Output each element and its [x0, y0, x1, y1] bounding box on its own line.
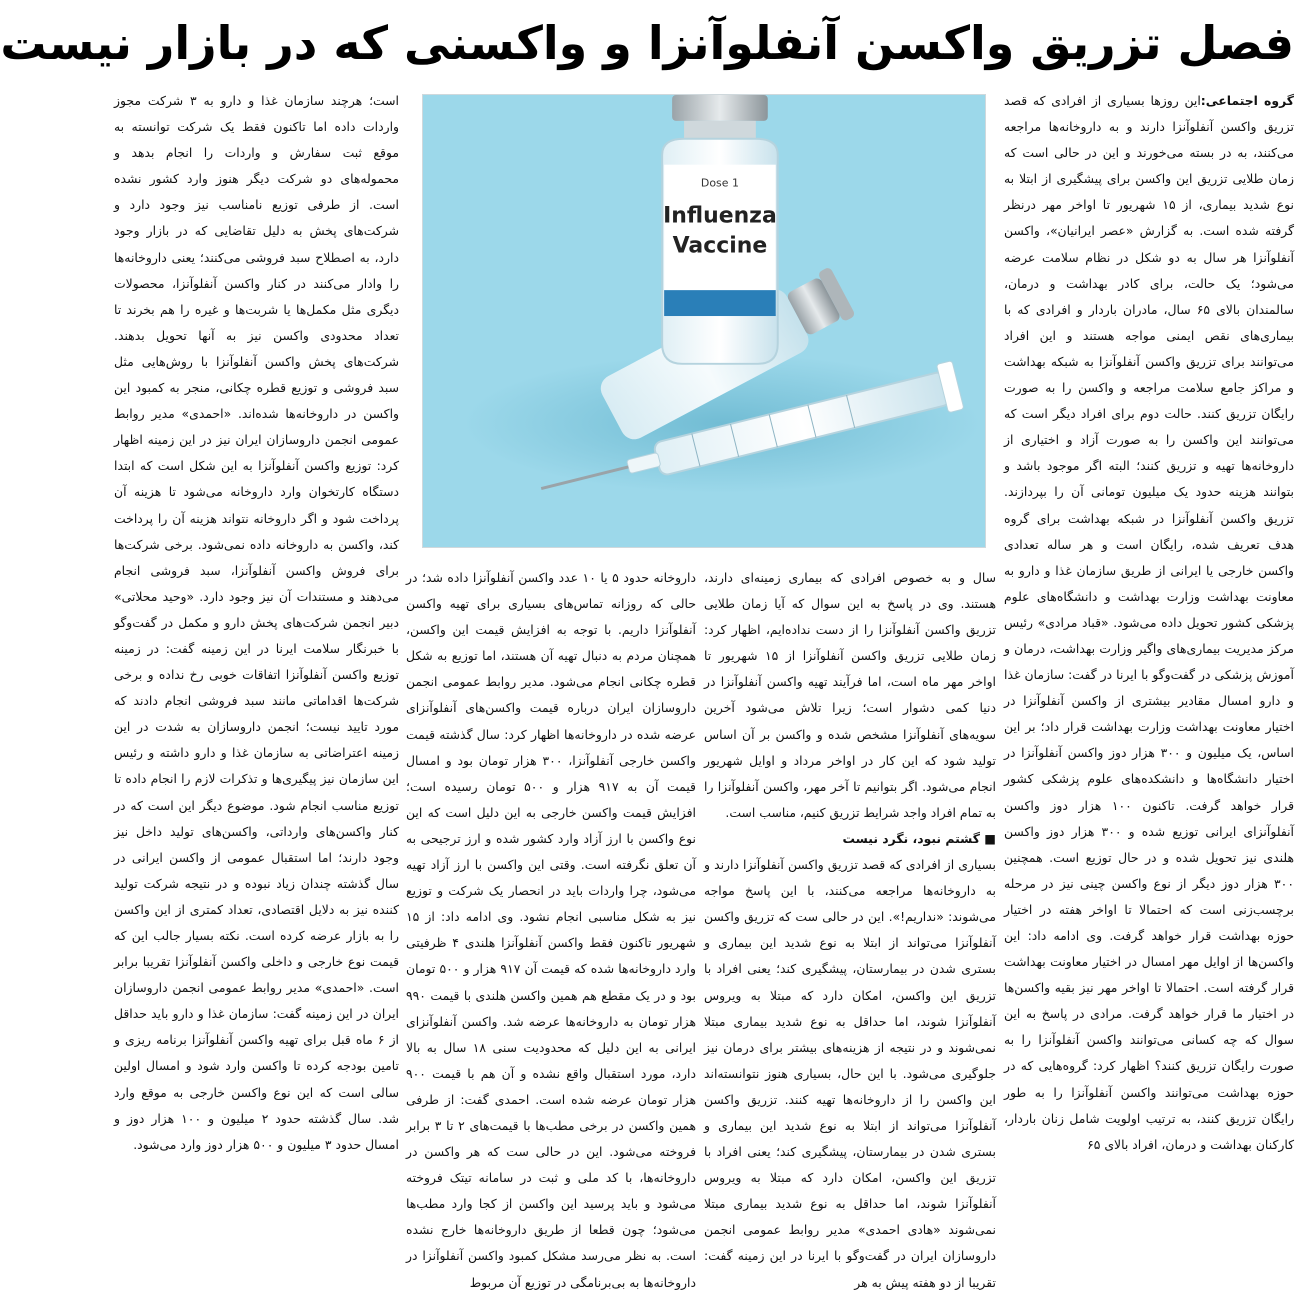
column-1-text — [1004, 88, 1294, 1158]
column-2-para-1: سال و به خصوص افرادی که بیماری زمینه‌ای دارند، هستند. وی در پاسخ به این سوال که آیا زمان طلایی تزریق واکسن آنفلوآنزا را از دست نداده‌ایم، اظهار کرد: زمان طلایی تزریق واکسن آنفلوآنزا از ۱۵ شهریور تا اواخر مهر ماه است، اما فرآیند تهیه واکسن آنفلوآنزا در دنیا کمی دشوار است؛ زیرا تلاش می‌شود آخرین سویه‌های آنفلوآنزا مشخص شده و واکسن بر آن اساس تولید شود که این کار در اواخر مرداد و اوایل شهریور انجام می‌شود. اگر بتوانیم تا آخر مهر، واکسن آنفلوآنزا را به تمام افراد واجد شرایط تزریق کنیم، مناسب است. — [704, 570, 996, 820]
article-column-4 — [114, 88, 399, 1186]
column-4-text: است؛ هرچند سازمان غذا و دارو به ۳ شرکت مجوز واردات داده اما تاکنون فقط یک شرکت توانسته به موقع ثبت سفارش و واردات را انجام بدهد و محموله‌های دو شرکت دیگر هنوز وارد کشور نشده است. از طرفی توزیع نامناسب نیز وجود دارد و شرکت‌های پخش به دلیل تقاضایی که در بازار وجود دارد، به اصطلاح سبد فروشی می‌کنند؛ یعنی داروخانه‌ها را وادار می‌کنند در کنار واکسن آنفلوآنزا، محصولات دیگری مثل مکمل‌ها یا شربت‌ها و غیره را هم بخرند تا تعداد محدودی واکسن نیز به آنها تحویل بدهند. شرکت‌های پخش واکسن آنفلوآنزا با روش‌هایی مثل سبد فروشی و توزیع قطره چکانی، منجر به کمبود این واکسن در داروخانه‌ها شده‌اند. «احمدی» مدیر روابط عمومی انجمن داروسازان ایران نیز در این زمینه اظهار کرد: توزیع واکسن آنفلوآنزا به این شکل است که ابتدا دستگاه کارتخوان وارد داروخانه می‌شود تا هزینه آن پرداخت شود و اگر داروخانه نتواند هزینه آن را پرداخت کند، واکسن به داروخانه داده نمی‌شود. برخی شرکت‌ها برای فروش واکسن آنفلوآنزا، سبد فروشی انجام می‌دهند و مستندات آن نیز وجود دارد. «وحید محلاتی» دبیر انجمن شرکت‌های پخش دارو و مکمل در گفت‌وگو با خبرنگار سلامت ایرنا در این زمینه گفت: در زمینه توزیع واکسن آنفلوآنزا اتفاقات خوبی رخ نداده و برخی شرکت‌ها اقداماتی مانند سبد فروشی انجام دادند که مورد تایید نیست؛ انجمن داروسازان به شدت در این زمینه اعتراضاتی به سازمان غذا و دارو داشته و رئیس این سازمان نیز پیگیری‌ها و تذکرات لازم را انجام داده تا توزیع مناسب انجام شود. موضوع دیگر این است که در کنار واکسن‌های وارداتی، واکسن‌های تولید داخل نیز وجود دارند؛ اما استقبال عمومی از واکسن ایرانی در سال گذشته چندان زیاد نبوده و در نتیجه شرکت تولید کننده نیز به دلایل اقتصادی، تعداد کمتری از این واکسن را به بازار عرضه کرده است. نکته بسیار جالب این که قیمت نوع خارجی و داخلی واکسن آنفلوآنزا تقریبا برابر است. «احمدی» مدیر روابط عمومی انجمن داروسازان ایران در این زمینه گفت: سازمان غذا و دارو باید حداقل از ۶ ماه قبل برای تهیه واکسن آنفلوآنزا برنامه ریزی و تامین بودجه کرده تا واکسن وارد شود و امسال اولین سالی است که این نوع واکسن خارجی به موقع وارد شد. سال گذشته حدود ۲ میلیون و ۱۰۰ هزار دوز و امسال حدود ۳ میلیون و ۵۰۰ هزار دوز وارد می‌شود. — [114, 93, 400, 1152]
section-lead: گروه اجتماعی: — [1200, 93, 1294, 108]
column-3-text: داروخانه حدود ۵ یا ۱۰ عدد واکسن آنفلوآنزا داده شد؛ در حالی که روزانه تماس‌های بسیاری برای تهیه واکسن آنفلوآنزا داریم. با توجه به افزایش قیمت این واکسن، همچنان مردم به دنبال تهیه آن هستند، اما توزیع به شکل قطره چکانی انجام می‌شود. مدیر روابط عمومی انجمن داروسازان ایران درباره قیمت واکسن‌های آنفلوآنزای عرضه شده در داروخانه‌ها اظهار کرد: سال گذشته قیمت واکسن خارجی آنفلوآنزا، ۳۰۰ هزار تومان بود و امسال قیمت آن به ۹۱۷ هزار و ۵۰۰ تومان رسیده است؛ افزایش قیمت واکسن خارجی به این دلیل است که این نوع واکسن با ارز آزاد وارد کشور شده و ارز ترجیحی به آن تعلق نگرفته است. وقتی این واکسن با ارز آزاد تهیه می‌شود، چرا واردات باید در انحصار یک شرکت و توزیع نیز به شکل مناسبی انجام نشود. وی ادامه داد: از ۱۵ شهریور تاکنون فقط واکسن آنفلوآنزا هلندی ۴ ظرفیتی وارد داروخانه‌ها شده که قیمت آن ۹۱۷ هزار و ۵۰۰ تومان بود و در یک مقطع هم همین واکسن هلندی با قیمت ۹۹۰ هزار تومان به داروخانه‌ها عرضه شد. واکسن آنفلوآنزای ایرانی به این دلیل که محدودیت سنی ۱۸ سال به بالا دارد، مورد استقبال واقع نشده و آن هم با قیمت ۹۰۰ هزار تومان عرضه شده است. احمدی گفت: از طرفی همین واکسن در برخی مطب‌ها با قیمت‌های ۲ تا ۳ برابر فروخته می‌شود. این در حالی ست که هر واکسن در داروخانه‌ها، با کد ملی و ثبت در سامانه تیتک فروخته می‌شود و باید پرسید این واکسن از کجا وارد مطب‌ها می‌شود؛ چون قطعا از طریق داروخانه‌ها خارج نشده است. به نظر می‌رسد مشکل کمبود واکسن آنفلوآنزا در داروخانه‌ها به بی‌برنامگی در توزیع آن مربوط — [406, 570, 697, 1290]
photo-label-line2: Vaccine — [672, 233, 768, 259]
column-2-para-2: بسیاری از افرادی که قصد تزریق واکسن آنفلوآنزا دارند و به داروخانه‌ها مراجعه می‌کنند، با این پاسخ مواجه می‌شوند: «نداریم!». این در حالی ست که تزریق واکسن آنفلوآنزا می‌تواند از ابتلا به نوع شدید این بیماری و بستری شدن در بیمارستان، پیشگیری کند؛ یعنی افراد با تزریق این واکسن، امکان دارد که مبتلا به ویروس آنفلوآنزا شوند، اما حداقل به نوع شدید بیماری مبتلا نمی‌شوند و در نتیجه از هزینه‌های بیشتر برای درمان نیز جلوگیری می‌شود. با این حال، بسیاری هنوز نتوانسته‌اند این واکسن را از داروخانه‌ها تهیه کنند. تزریق واکسن آنفلوآنزا می‌تواند از ابتلا به نوع شدید این بیماری و بستری شدن در بیمارستان، پیشگیری کند؛ یعنی افراد با تزریق این واکسن، امکان دارد که مبتلا به ویروس آنفلوآنزا شوند، اما حداقل به نوع شدید بیماری مبتلا نمی‌شوند «هادی احمدی» مدیر روابط عمومی انجمن داروسازان ایران در گفت‌وگو با ایرنا در این زمینه گفت: تقریبا از دو هفته پیش به هر — [704, 857, 996, 1290]
vaccine-illustration — [423, 95, 985, 547]
article-column-3 — [406, 565, 697, 1290]
photo-label-line1: Influenza — [663, 203, 777, 229]
article-column-1 — [1004, 88, 1294, 1186]
page-headline: فصل تزریق واکسن آنفلوآنزا و واکسنی که در بازار نیست — [0, 16, 1294, 70]
column-1-body: این روزها بسیاری از افرادی که قصد تزریق واکسن آنفلوآنزا دارند و به داروخانه‌ها مراجعه می‌کنند، به در بسته می‌خورند و این در حالی است که زمان طلایی تزریق این واکسن برای پیشگیری از ابتلا به نوع شدید بیماری، از ۱۵ شهریور تا اواخر مهر درنظر گرفته شده است. به گزارش «عصر ایرانیان»، واکسن آنفلوآنزا هر سال به دو شکل در نظام سلامت عرضه می‌شود؛ یک حالت، برای کادر بهداشت و درمان، سالمندان بالای ۶۵ سال، مادران باردار و افرادی که با بیماری‌های نقص ایمنی مواجه هستند و این افراد می‌توانند برای تزریق واکسن آنفلوآنزا به شبکه بهداشت و مراکز جامع سلامت مراجعه و واکسن را به صورت رایگان تزریق کنند. حالت دوم برای افراد دیگر است که می‌توانند این واکسن را به صورت آزاد و اختیاری از داروخانه‌ها تهیه و تزریق کنند؛ البته اگر موجود باشد و بتوانند هزینه حدود یک میلیون تومانی آن را بپردازند. تزریق واکسن آنفلوآنزا در شبکه بهداشت برای گروه هدف تعریف شده، رایگان است و هر ساله تعدادی واکسن خارجی یا ایرانی از طریق سازمان غذا و دارو به معاونت بهداشت وزارت بهداشت و دانشگاه‌های علوم پزشکی کشور تحویل داده می‌شود. «قباد مرادی» رئیس مرکز مدیریت بیماری‌های واگیر وزارت بهداشت، درمان و آموزش پزشکی در گفت‌وگو با ایرنا در گفت: سازمان غذا و دارو امسال مقادیر بیشتری از واکسن آنفلوآنزا در اختیار معاونت بهداشت وزارت بهداشت قرار داد؛ بر این اساس، یک میلیون و ۳۰۰ هزار دوز واکسن آنفلوآنزا در اختیار دانشگاه‌ها و دانشکده‌های علوم پزشکی کشور قرار خواهد گرفت. تاکنون ۱۰۰ هزار دوز واکسن آنفلوآنزای ایرانی توزیع شده و ۳۰۰ هزار دوز واکسن هلندی نیز تحویل شده و در حال توزیع است. همچنین ۳۰۰ هزار دوز دیگر از نوع واکسن چینی نیز در مرحله برچسب‌زنی است که احتمالا تا اواخر هفته در اختیار حوزه بهداشت قرار خواهد گرفت. وی ادامه داد: این واکسن‌ها از اوایل مهر امسال در اختیار معاونت بهداشت قرار گرفته است. احتمالا تا اواخر مهر نیز بقیه واکسن‌ها در اختیار ما قرار خواهد گرفت. مرادی در پاسخ به این سوال که چه کسانی می‌توانند واکسن آنفلوآنزا را به صورت رایگان تزریق کنند؟ اظهار کرد: گروه‌هایی که در حوزه بهداشت می‌توانند واکسن آنفلوآنزا را به طور رایگان تزریق کنند، به ترتیب اولویت شامل زنان باردار، کارکنان بهداشت و درمان، افراد بالای ۶۵ — [1004, 93, 1294, 1152]
vaccine-photo — [422, 94, 986, 548]
column-2-subhead: ■ گشتم نبود، نگرد نیست — [842, 830, 996, 846]
photo-dose-text: 1 Dose — [700, 176, 739, 190]
article-column-2 — [704, 565, 996, 1290]
